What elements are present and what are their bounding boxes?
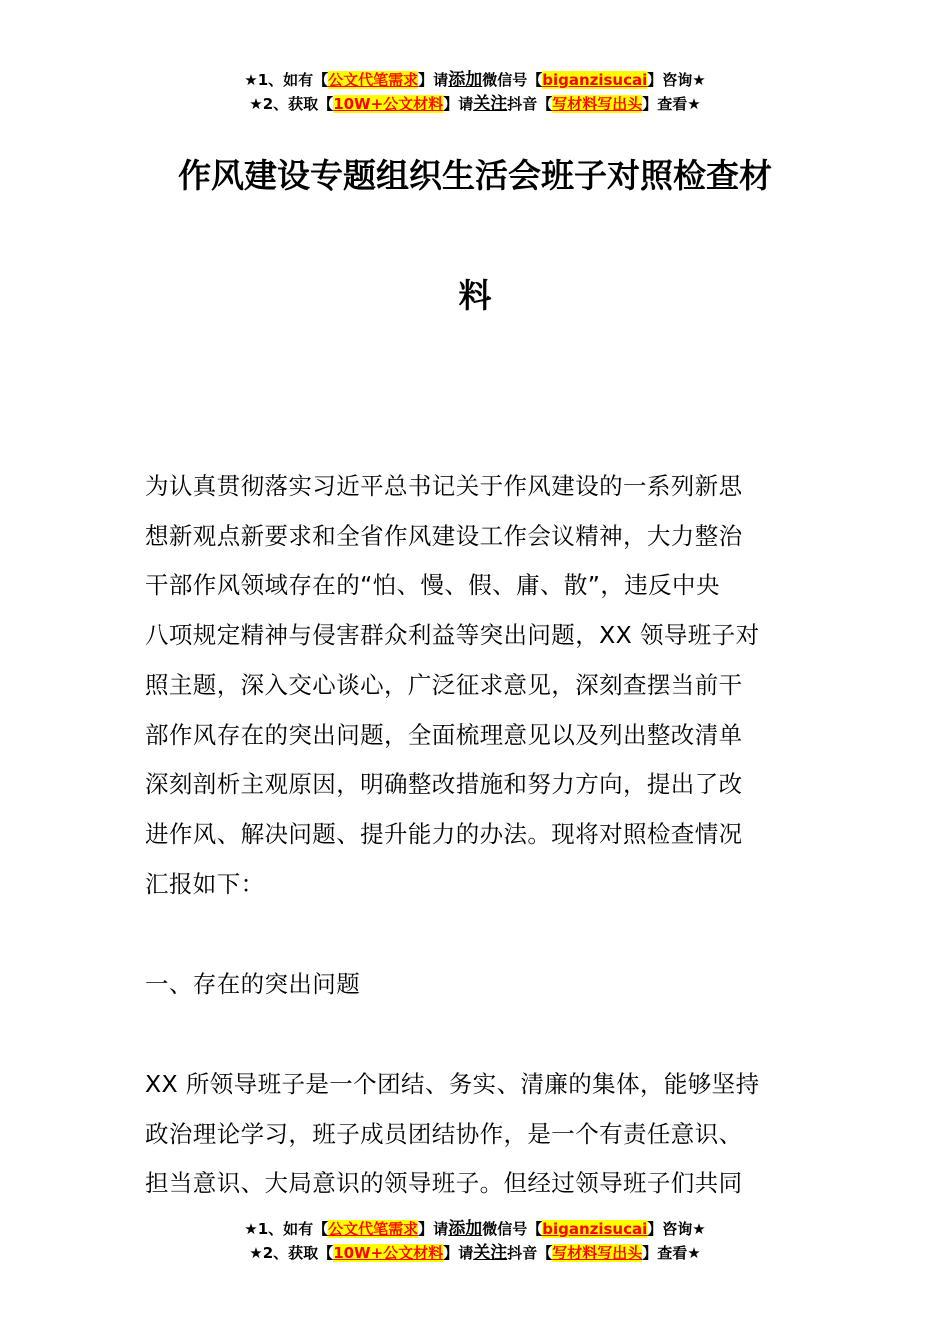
paragraph-line: 政治理论学习，班子成员团结协作，是一个有责任意识、 — [145, 1119, 743, 1148]
header-banner — [0, 68, 950, 116]
banner-text: ★2、获取【 — [249, 1244, 334, 1262]
banner-text: ★1、如有【 — [244, 1220, 329, 1238]
banner-text: ★2、获取【 — [249, 95, 334, 113]
banner-text: 抖音【 — [507, 95, 553, 113]
paragraph-line: 深刻剖析主观原因，明确整改措施和努力方向，提出了改 — [145, 770, 743, 799]
banner-emphasis: 添加 — [448, 1219, 483, 1239]
banner-emphasis: 关注 — [473, 94, 508, 114]
paragraph-line: 照主题，深入交心谈心，广泛征求意见，深刻查摆当前干 — [145, 670, 743, 699]
paragraph-line: 干部作风领域存在的“怕、慢、假、庸、散”，违反中央 — [145, 571, 720, 600]
banner-highlight: 写材料写出头 — [552, 1244, 643, 1262]
paragraph-line: 想新观点新要求和全省作风建设工作会议精神，大力整治 — [145, 521, 743, 550]
paragraph-line: 为认真贯彻落实习近平总书记关于作风建设的一系列新思 — [145, 472, 743, 500]
document-title-line-2: 料 — [458, 276, 492, 315]
banner-text: 】查看★ — [642, 1244, 701, 1262]
banner-text: 】请 — [418, 1220, 449, 1238]
banner-text: ★1、如有【 — [244, 71, 329, 89]
banner-highlight: biganzisucai — [542, 1220, 648, 1238]
banner-highlight: 写材料写出头 — [552, 95, 643, 113]
banner-row-1 — [0, 68, 950, 92]
banner-row-2 — [0, 92, 950, 116]
banner-text: 】查看★ — [642, 95, 701, 113]
banner-text: 抖音【 — [507, 1244, 553, 1262]
banner-text: 微信号【 — [482, 71, 543, 89]
banner-text: 】请 — [443, 95, 474, 113]
section-heading: 一、存在的突出问题 — [145, 970, 361, 998]
banner-emphasis: 添加 — [448, 70, 483, 90]
banner-text: 】请 — [418, 71, 449, 89]
banner-text: 】咨询★ — [647, 1220, 706, 1238]
footer-banner — [0, 1217, 950, 1265]
paragraph-line: 汇报如下： — [145, 869, 265, 898]
paragraph-line: 担当意识、大局意识的领导班子。但经过领导班子们共同 — [145, 1169, 743, 1198]
banner-row-2 — [0, 1241, 950, 1265]
banner-highlight: 10W+公文材料 — [333, 95, 444, 113]
banner-highlight: biganzisucai — [542, 71, 648, 89]
paragraph-line: XX 所领导班子是一个团结、务实、清廉的集体，能够坚持 — [145, 1070, 760, 1098]
banner-row-1 — [0, 1217, 950, 1241]
paragraph-line: 部作风存在的突出问题，全面梳理意见以及列出整改清单 — [145, 720, 743, 749]
banner-text: 】咨询★ — [647, 71, 706, 89]
banner-text: 】请 — [443, 1244, 474, 1262]
banner-emphasis: 关注 — [473, 1243, 508, 1263]
banner-highlight: 10W+公文材料 — [333, 1244, 444, 1262]
banner-highlight: 公文代笔需求 — [328, 1220, 419, 1238]
paragraph-line: 八项规定精神与侵害群众利益等突出问题，XX 领导班子对 — [145, 621, 760, 650]
banner-highlight: 公文代笔需求 — [328, 71, 419, 89]
paragraph-line: 进作风、解决问题、提升能力的办法。现将对照检查情况 — [145, 819, 743, 848]
banner-text: 微信号【 — [482, 1220, 543, 1238]
document-title-line-1: 作风建设专题组织生活会班子对照检查材 — [178, 156, 772, 195]
